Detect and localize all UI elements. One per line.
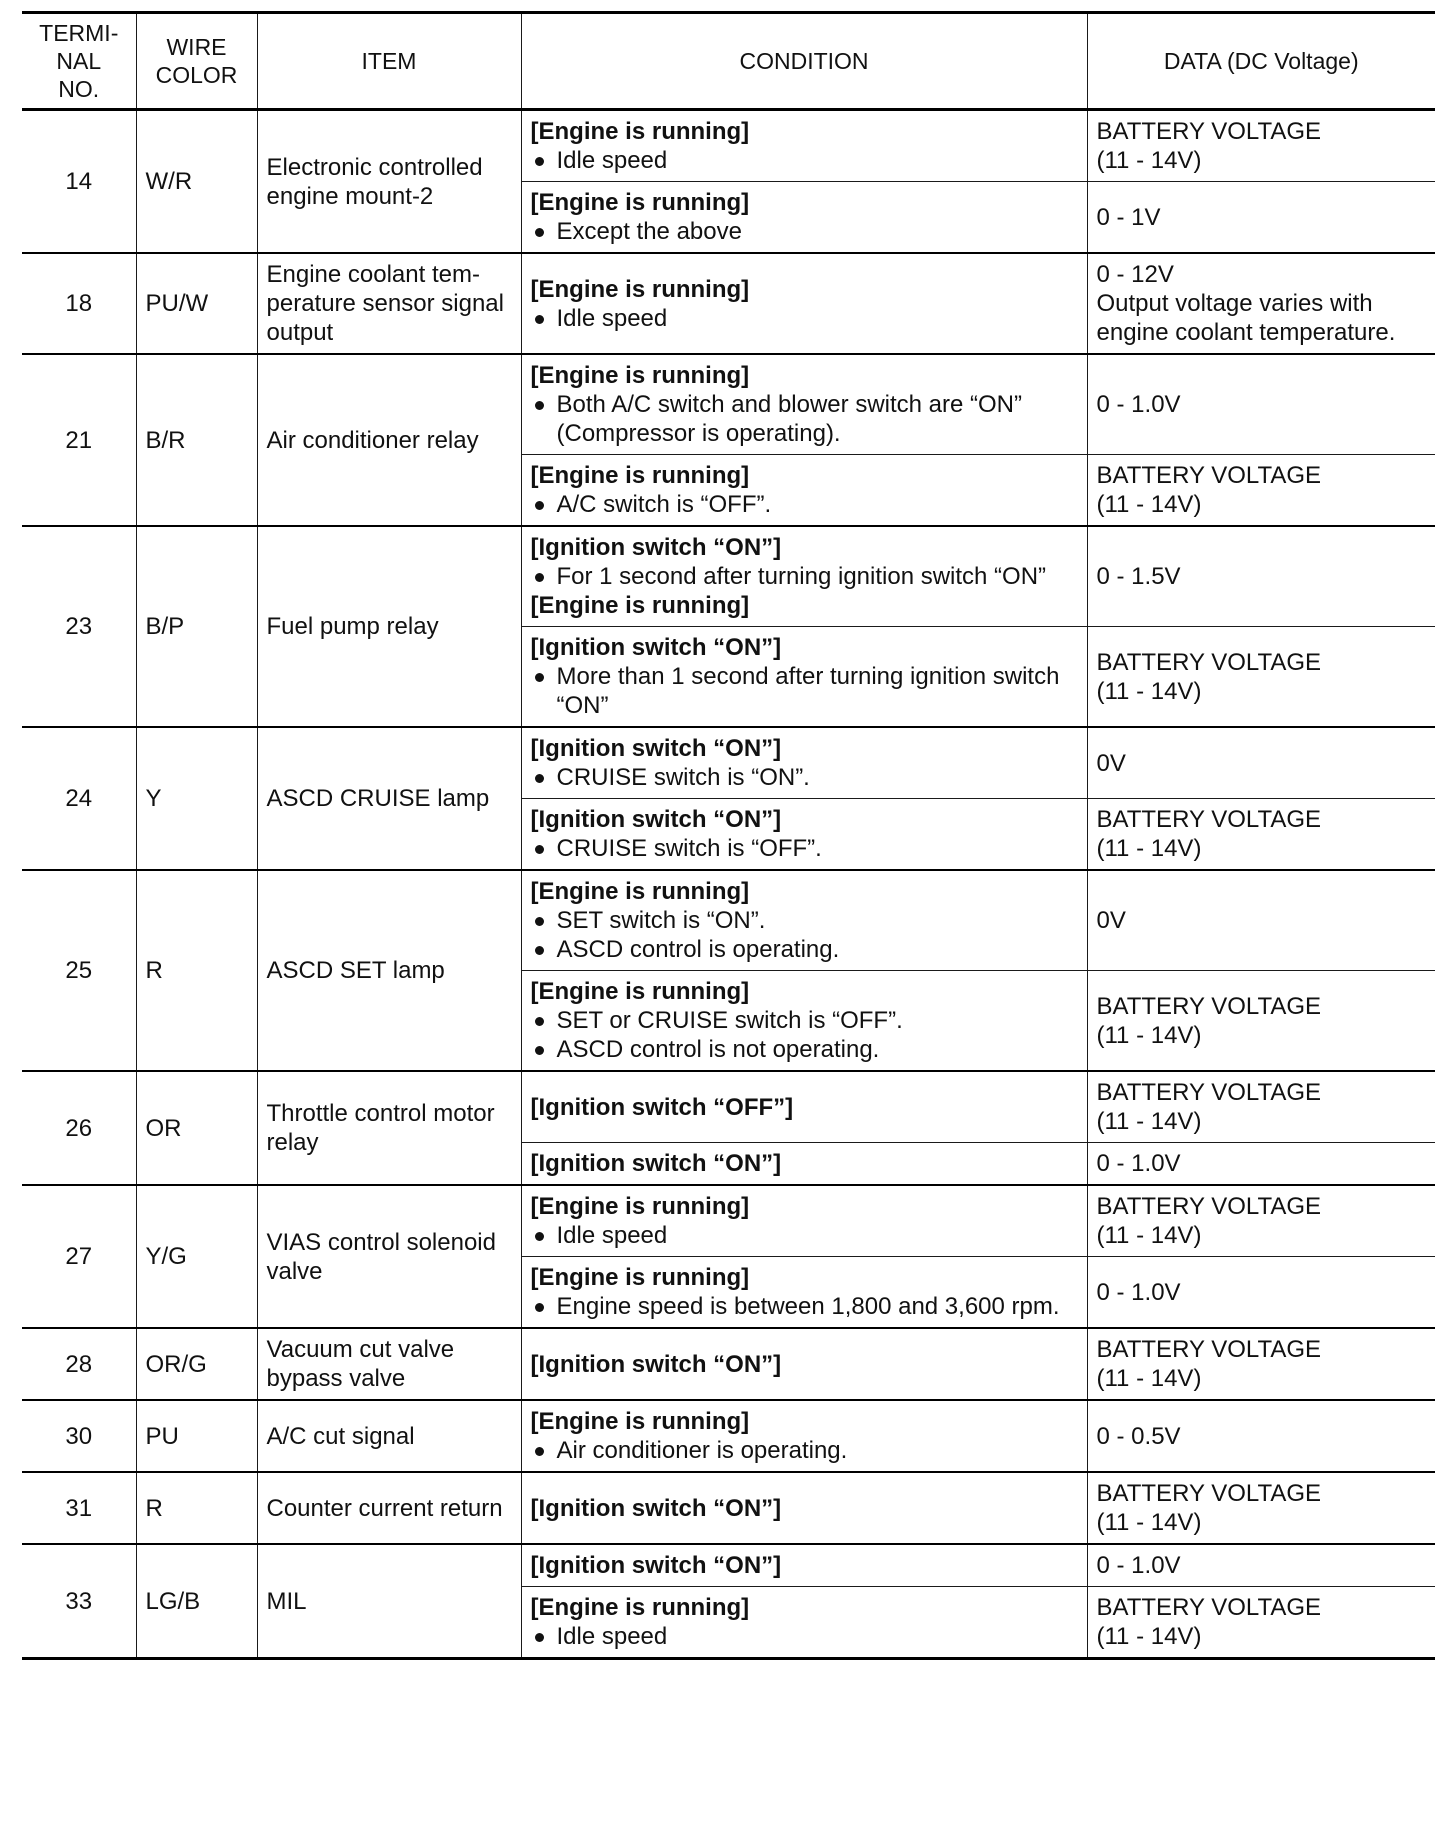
item-cell: ASCD CRUISE lamp — [257, 727, 521, 870]
condition-bullet: For 1 second after turning ignition switch “ON” — [531, 562, 1079, 591]
condition-heading: [Ignition switch “ON”] — [530, 735, 782, 762]
item-cell: A/C cut signal — [257, 1400, 521, 1472]
terminal-group — [22, 1185, 1435, 1328]
condition-cell — [521, 971, 1087, 1072]
condition-heading: [Ignition switch “ON”] — [530, 1552, 782, 1579]
terminal-no-cell: 23 — [22, 526, 136, 727]
table-header — [22, 13, 1435, 110]
voltage-line: BATTERY VOLTAGE — [1096, 1193, 1322, 1220]
condition-heading: [Engine is running] — [530, 1264, 750, 1291]
condition-bullet: ASCD control is operating. — [531, 935, 1079, 964]
voltage-line: 0 - 1V — [1096, 203, 1161, 231]
voltage-line: BATTERY VOLTAGE — [1096, 1079, 1322, 1106]
condition-cell — [521, 354, 1087, 455]
wire-color-cell: OR/G — [136, 1328, 257, 1400]
dc-voltage-cell — [1087, 971, 1435, 1072]
voltage-line: (11 - 14V) — [1096, 1222, 1202, 1249]
condition-bullet: A/C switch is “OFF”. — [531, 490, 1079, 519]
table-row — [22, 253, 1435, 354]
table-row — [22, 870, 1435, 971]
condition-cell — [521, 1544, 1087, 1587]
terminal-group — [22, 526, 1435, 727]
dc-voltage-cell — [1087, 253, 1435, 354]
terminal-group — [22, 1544, 1435, 1659]
voltage-line: BATTERY VOLTAGE — [1096, 992, 1322, 1020]
terminal-no-cell: 24 — [22, 727, 136, 870]
condition-cell — [521, 1257, 1087, 1329]
condition-bullet: Idle speed — [531, 304, 1079, 333]
voltage-line: (11 - 14V) — [1096, 147, 1202, 174]
voltage-line: Output voltage varies with — [1096, 290, 1373, 317]
condition-heading: [Ignition switch “ON”] — [530, 1494, 782, 1522]
condition-bullet: Air conditioner is operating. — [531, 1436, 1079, 1465]
dc-voltage-cell — [1087, 1071, 1435, 1143]
condition-bullet: Idle speed — [531, 146, 1079, 175]
condition-bullet: Except the above — [531, 217, 1079, 246]
voltage-line: (11 - 14V) — [1096, 835, 1202, 862]
condition-cell — [521, 526, 1087, 627]
dc-voltage-cell — [1087, 182, 1435, 254]
terminal-group — [22, 253, 1435, 354]
condition-cell — [521, 110, 1087, 182]
voltage-line: (11 - 14V) — [1096, 1108, 1202, 1135]
wire-color-cell: Y — [136, 727, 257, 870]
terminal-group — [22, 354, 1435, 526]
item-cell: MIL — [257, 1544, 521, 1659]
terminal-group — [22, 870, 1435, 1071]
voltage-line: BATTERY VOLTAGE — [1096, 806, 1322, 833]
terminal-group — [22, 1472, 1435, 1544]
table-row — [22, 1472, 1435, 1544]
dc-voltage-cell — [1087, 110, 1435, 182]
condition-bullet: Engine speed is between 1,800 and 3,600 rpm. — [531, 1292, 1079, 1321]
condition-heading: [Engine is running] — [530, 118, 750, 145]
dc-voltage-cell — [1087, 1587, 1435, 1659]
voltage-line: 0 - 12V — [1096, 261, 1174, 288]
terminal-group — [22, 1400, 1435, 1472]
condition-bullet: Idle speed — [531, 1221, 1079, 1250]
dc-voltage-cell — [1087, 455, 1435, 527]
item-cell: ASCD SET lamp — [257, 870, 521, 1071]
dc-voltage-cell — [1087, 354, 1435, 455]
condition-cell — [521, 182, 1087, 254]
voltage-line: (11 - 14V) — [1096, 491, 1202, 518]
wire-color-cell: W/R — [136, 110, 257, 254]
dc-voltage-cell — [1087, 1544, 1435, 1587]
condition-cell — [521, 1472, 1087, 1544]
wire-color-cell: R — [136, 1472, 257, 1544]
table-row — [22, 1185, 1435, 1257]
header-wire-color: WIRE COLOR — [136, 13, 257, 110]
condition-cell — [521, 1185, 1087, 1257]
dc-voltage-cell — [1087, 1257, 1435, 1329]
voltage-line: (11 - 14V) — [1096, 1021, 1202, 1049]
condition-heading: [Ignition switch “ON”] — [530, 1350, 782, 1378]
wire-color-cell: R — [136, 870, 257, 1071]
voltage-line: (11 - 14V) — [1096, 1365, 1202, 1392]
voltage-line: (11 - 14V) — [1096, 677, 1202, 705]
table-row — [22, 526, 1435, 627]
condition-cell — [521, 1587, 1087, 1659]
table-row — [22, 1328, 1435, 1400]
voltage-line: (11 - 14V) — [1096, 1509, 1202, 1536]
voltage-line: 0 - 1.0V — [1096, 391, 1181, 418]
terminal-no-cell: 30 — [22, 1400, 136, 1472]
wire-color-cell: B/R — [136, 354, 257, 526]
voltage-line: 0V — [1096, 907, 1126, 934]
condition-bullet: SET switch is “ON”. — [531, 906, 1079, 935]
voltage-line: 0 - 1.5V — [1096, 563, 1181, 590]
table-row — [22, 110, 1435, 182]
voltage-line: BATTERY VOLTAGE — [1096, 118, 1322, 145]
header-data-dc-voltage: DATA (DC Voltage) — [1087, 13, 1435, 110]
voltage-line: 0 - 1.0V — [1096, 1552, 1181, 1579]
header-condition: CONDITION — [521, 13, 1087, 110]
terminal-no-cell: 25 — [22, 870, 136, 1071]
condition-bullet: Both A/C switch and blower switch are “ON” (Compressor is operating). — [531, 390, 1079, 448]
wire-color-cell: Y/G — [136, 1185, 257, 1328]
condition-heading: [Engine is running] — [530, 878, 750, 905]
dc-voltage-cell — [1087, 1143, 1435, 1186]
condition-cell — [521, 1071, 1087, 1143]
item-cell: Fuel pump relay — [257, 526, 521, 727]
table-row — [22, 1544, 1435, 1587]
item-cell: Engine coolant tem- perature sensor signal output — [257, 253, 521, 354]
condition-heading: [Engine is running] — [530, 462, 750, 489]
dc-voltage-cell — [1087, 526, 1435, 627]
voltage-line: BATTERY VOLTAGE — [1096, 1594, 1322, 1621]
condition-cell — [521, 1400, 1087, 1472]
header-item: ITEM — [257, 13, 521, 110]
condition-heading: [Engine is running] — [530, 189, 750, 216]
table-row — [22, 354, 1435, 455]
condition-heading: [Engine is running] — [530, 1408, 750, 1435]
condition-bullet: ASCD control is not operating. — [531, 1035, 1079, 1064]
item-cell: Air conditioner relay — [257, 354, 521, 526]
terminal-group — [22, 1071, 1435, 1185]
item-cell: Throttle control motor relay — [257, 1071, 521, 1185]
terminal-group — [22, 1328, 1435, 1400]
terminal-data-sheet — [22, 11, 1435, 1660]
condition-bullet: CRUISE switch is “ON”. — [531, 763, 1079, 792]
voltage-line: BATTERY VOLTAGE — [1096, 1336, 1322, 1363]
voltage-line: engine coolant temperature. — [1096, 319, 1396, 346]
voltage-line: 0 - 1.0V — [1096, 1278, 1181, 1306]
dc-voltage-cell — [1087, 870, 1435, 971]
dc-voltage-cell — [1087, 799, 1435, 871]
table-row — [22, 1400, 1435, 1472]
dc-voltage-cell — [1087, 1472, 1435, 1544]
item-cell: Vacuum cut valve bypass valve — [257, 1328, 521, 1400]
terminal-no-cell: 21 — [22, 354, 136, 526]
condition-cell — [521, 870, 1087, 971]
condition-heading: [Engine is running] — [530, 275, 750, 303]
condition-bullet: Idle speed — [531, 1622, 1079, 1651]
wire-color-cell: OR — [136, 1071, 257, 1185]
voltage-line: 0V — [1096, 749, 1126, 777]
dc-voltage-cell — [1087, 1400, 1435, 1472]
condition-cell — [521, 1328, 1087, 1400]
condition-bullet: SET or CRUISE switch is “OFF”. — [531, 1006, 1079, 1035]
condition-heading: [Engine is running] — [530, 978, 750, 1005]
wire-color-cell: B/P — [136, 526, 257, 727]
voltage-line: (11 - 14V) — [1096, 1623, 1202, 1650]
condition-heading: [Ignition switch “OFF”] — [530, 1093, 794, 1121]
voltage-line: BATTERY VOLTAGE — [1096, 648, 1322, 676]
voltage-line: 0 - 1.0V — [1096, 1150, 1181, 1177]
condition-bullet: More than 1 second after turning ignition switch “ON” — [531, 662, 1079, 720]
terminal-no-cell: 27 — [22, 1185, 136, 1328]
condition-bullet: CRUISE switch is “OFF”. — [531, 834, 1079, 863]
condition-heading: [Engine is running] — [530, 1193, 750, 1220]
terminal-no-cell: 14 — [22, 110, 136, 254]
terminal-group — [22, 110, 1435, 254]
condition-cell — [521, 627, 1087, 728]
item-cell: VIAS control solenoid valve — [257, 1185, 521, 1328]
item-cell: Electronic controlled engine mount-2 — [257, 110, 521, 254]
dc-voltage-cell — [1087, 1185, 1435, 1257]
table-row — [22, 1071, 1435, 1143]
voltage-line: BATTERY VOLTAGE — [1096, 1480, 1322, 1507]
condition-cell — [521, 253, 1087, 354]
dc-voltage-cell — [1087, 627, 1435, 728]
item-cell: Counter current return — [257, 1472, 521, 1544]
condition-heading: [Engine is running] — [530, 362, 750, 389]
condition-heading: [Engine is running] — [530, 592, 750, 619]
table-row — [22, 727, 1435, 799]
condition-heading: [Engine is running] — [530, 1594, 750, 1621]
condition-cell — [521, 455, 1087, 527]
condition-heading: [Ignition switch “ON”] — [530, 534, 782, 561]
dc-voltage-cell — [1087, 727, 1435, 799]
wire-color-cell: PU — [136, 1400, 257, 1472]
voltage-line: 0 - 0.5V — [1096, 1422, 1181, 1450]
wire-color-cell: PU/W — [136, 253, 257, 354]
terminal-group — [22, 727, 1435, 870]
terminal-no-cell: 33 — [22, 1544, 136, 1659]
terminal-no-cell: 18 — [22, 253, 136, 354]
condition-cell — [521, 1143, 1087, 1186]
terminal-no-cell: 28 — [22, 1328, 136, 1400]
voltage-line: BATTERY VOLTAGE — [1096, 462, 1322, 489]
condition-cell — [521, 727, 1087, 799]
terminal-no-cell: 26 — [22, 1071, 136, 1185]
dc-voltage-cell — [1087, 1328, 1435, 1400]
condition-heading: [Ignition switch “ON”] — [530, 806, 782, 833]
header-terminal-no: TERMI- NAL NO. — [22, 13, 136, 110]
ecm-terminal-table — [22, 11, 1435, 1660]
wire-color-cell: LG/B — [136, 1544, 257, 1659]
condition-cell — [521, 799, 1087, 871]
condition-heading: [Ignition switch “ON”] — [530, 634, 782, 661]
terminal-no-cell: 31 — [22, 1472, 136, 1544]
condition-heading: [Ignition switch “ON”] — [530, 1150, 782, 1177]
